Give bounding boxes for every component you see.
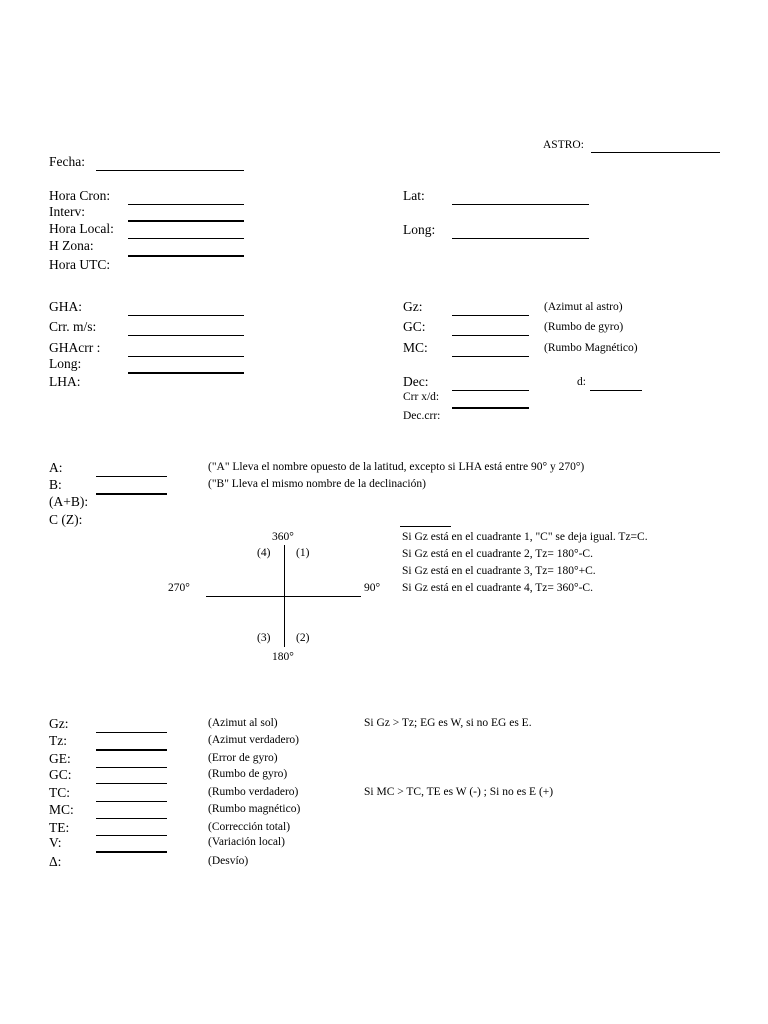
rule-quadrant-1: Si Gz está en el cuadrante 1, "C" se deja igual. Tz=C. (402, 531, 648, 543)
gc-field[interactable] (452, 335, 529, 336)
row-gz-field[interactable] (96, 732, 167, 733)
rule-quadrant-4: Si Gz está en el cuadrante 4, Tz= 360°-C. (402, 582, 593, 594)
ghacrr-label: GHAcrr : (49, 340, 101, 355)
interv-label: Interv: (49, 204, 85, 219)
row-v-note: (Variación local) (208, 836, 285, 848)
row-v-label: V: (49, 835, 62, 850)
long2-label: Long: (49, 356, 82, 371)
hora-local-label: Hora Local: (49, 221, 114, 236)
row-mc-field[interactable] (96, 818, 167, 819)
eg-rule: Si Gz > Tz; EG es W, si no EG es E. (364, 717, 532, 729)
gc-note: (Rumbo de gyro) (544, 321, 624, 333)
c-result-field[interactable] (400, 526, 451, 527)
d-label: d: (577, 376, 586, 388)
crr-label: Crr. m/s: (49, 319, 97, 334)
mc-label: MC: (403, 340, 428, 355)
quadrant-360: 360° (272, 531, 294, 543)
rule-quadrant-3: Si Gz está en el cuadrante 3, Tz= 180°+C. (402, 565, 596, 577)
quadrant-2: (2) (296, 632, 310, 644)
row-mc-note: (Rumbo magnético) (208, 803, 301, 815)
gha-field[interactable] (128, 315, 244, 316)
h-zona-label: H Zona: (49, 238, 94, 253)
row-tc-field[interactable] (96, 801, 167, 802)
a-label: A: (49, 460, 63, 475)
a-field[interactable] (96, 476, 167, 477)
cz-label: C (Z): (49, 512, 83, 527)
row-ge-field[interactable] (96, 767, 167, 768)
d-field[interactable] (590, 390, 642, 391)
astro-field[interactable] (591, 152, 720, 153)
row-tc-label: TC: (49, 785, 71, 800)
row-te-field[interactable] (96, 835, 167, 836)
mc-note: (Rumbo Magnético) (544, 342, 638, 354)
b-label: B: (49, 477, 62, 492)
lat-field[interactable] (452, 204, 589, 205)
fecha-field[interactable] (96, 170, 244, 171)
long-label: Long: (403, 222, 436, 237)
quadrant-270: 270° (168, 582, 190, 594)
b-field[interactable] (96, 493, 167, 495)
ghacrr-field[interactable] (128, 356, 244, 357)
row-gc-field[interactable] (96, 783, 167, 784)
row-v-field[interactable] (96, 851, 167, 853)
hora-utc-label: Hora UTC: (49, 257, 111, 272)
gz-field[interactable] (452, 315, 529, 316)
long2-field[interactable] (128, 372, 244, 374)
interv-field[interactable] (128, 220, 244, 222)
quadrant-90: 90° (364, 582, 381, 594)
quadrant-180: 180° (272, 651, 294, 663)
a-note: ("A" Lleva el nombre opuesto de la latitud, excepto si LHA está entre 90° y 270°) (208, 461, 585, 473)
row-te-label: TE: (49, 820, 70, 835)
gha-label: GHA: (49, 299, 82, 314)
row-tc-note: (Rumbo verdadero) (208, 786, 299, 798)
hora-local-field[interactable] (128, 238, 244, 239)
te-rule: Si MC > TC, TE es W (-) ; Si no es E (+) (364, 786, 554, 798)
row-tz-label: Tz: (49, 733, 67, 748)
dec-label: Dec: (403, 374, 429, 389)
row-tz-note: (Azimut verdadero) (208, 734, 300, 746)
row-gc-note: (Rumbo de gyro) (208, 768, 288, 780)
h-zona-field[interactable] (128, 255, 244, 257)
crr-xd-field[interactable] (452, 407, 529, 409)
row-gc-label: GC: (49, 767, 72, 782)
mc-field[interactable] (452, 356, 529, 357)
row-mc-label: MC: (49, 802, 74, 817)
gz-label: Gz: (403, 299, 423, 314)
crr-xd-label: Crr x/d: (403, 391, 440, 403)
rule-quadrant-2: Si Gz está en el cuadrante 2, Tz= 180°-C. (402, 548, 593, 560)
b-note: ("B" Lleva el mismo nombre de la declinación) (208, 478, 426, 490)
gc-label: GC: (403, 319, 426, 334)
quadrant-3: (3) (257, 632, 271, 644)
quadrant-1: (1) (296, 547, 310, 559)
quadrant-horizontal-axis (206, 596, 361, 597)
lha-label: LHA: (49, 374, 81, 389)
long-field[interactable] (452, 238, 589, 239)
row-ge-label: GE: (49, 751, 71, 766)
dec-crr-label: Dec.crr: (403, 410, 441, 422)
dec-field[interactable] (452, 390, 529, 391)
row-gz-note: (Azimut al sol) (208, 717, 278, 729)
row-delta-note: (Desvío) (208, 855, 249, 867)
hora-cron-field[interactable] (128, 204, 244, 205)
apb-label: (A+B): (49, 494, 89, 509)
astro-label: ASTRO: (543, 139, 584, 151)
row-gz-label: Gz: (49, 716, 69, 731)
row-te-note: (Corrección total) (208, 821, 291, 833)
quadrant-4: (4) (257, 547, 271, 559)
fecha-label: Fecha: (49, 154, 85, 169)
row-ge-note: (Error de gyro) (208, 752, 278, 764)
row-delta-label: Δ: (49, 854, 62, 869)
hora-cron-label: Hora Cron: (49, 188, 111, 203)
crr-field[interactable] (128, 335, 244, 336)
gz-note: (Azimut al astro) (544, 301, 623, 313)
row-tz-field[interactable] (96, 749, 167, 751)
lat-label: Lat: (403, 188, 425, 203)
